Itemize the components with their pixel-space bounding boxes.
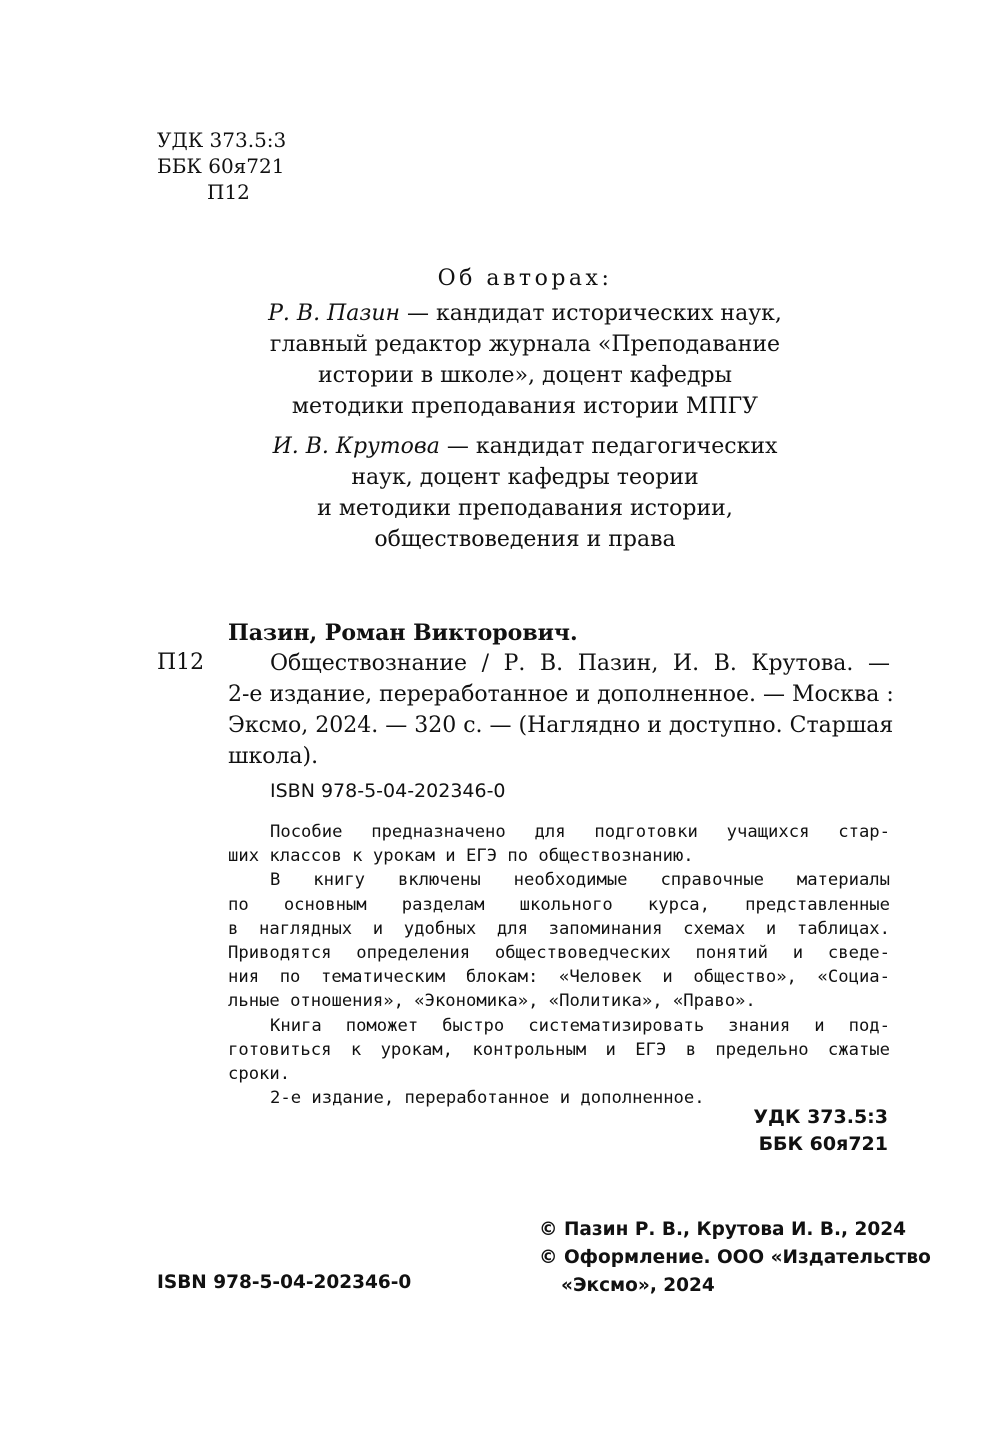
annotation-bbk: ББК 60я721 bbox=[758, 1133, 888, 1155]
copyright-authors: © Пазин Р. В., Крутова И. В., 2024 bbox=[539, 1219, 906, 1240]
author2-line: обществоведения и права bbox=[374, 527, 676, 552]
annotation-line: ших классов к урокам и ЕГЭ по обществознанию. bbox=[228, 846, 694, 867]
about-authors bbox=[200, 263, 850, 564]
isbn-record: ISBN 978-5-04-202346-0 bbox=[270, 780, 506, 802]
author1-bio bbox=[200, 298, 850, 422]
annotation-line: сроки. bbox=[228, 1064, 291, 1085]
annotation bbox=[228, 820, 890, 1110]
copyright-block bbox=[539, 1216, 931, 1300]
author2-line: наук, доцент кафедры теории bbox=[351, 465, 699, 490]
copyright-design: © Оформление. ООО «Издательство bbox=[539, 1247, 931, 1268]
author2-name: И. В. Крутова bbox=[272, 434, 440, 459]
author1-line: главный редактор журнала «Преподавание bbox=[269, 332, 781, 357]
author2-line: и методики преподавания истории, bbox=[317, 496, 733, 521]
isbn-footer: ISBN 978-5-04-202346-0 bbox=[157, 1272, 412, 1293]
bib-author-sign: П12 bbox=[157, 650, 205, 675]
bib-line: Обществознание / Р. В. Пазин, И. В. Крутова. — bbox=[270, 651, 890, 676]
bib-description bbox=[228, 648, 894, 772]
udk-code: УДК 373.5:3 bbox=[157, 128, 287, 152]
annotation-line: льные отношения», «Экономика», «Политика», «Право». bbox=[228, 991, 756, 1012]
annotation-line: 2-е издание, переработанное и дополненное. bbox=[270, 1088, 705, 1109]
about-authors-heading: Об авторах: bbox=[437, 266, 613, 291]
annotation-line: Приводятся определения обществоведческих понятий и сведе- bbox=[228, 943, 890, 964]
author1-name: Р. В. Пазин bbox=[268, 301, 401, 326]
author2-bio bbox=[200, 431, 850, 555]
annotation-udk: УДК 373.5:3 bbox=[753, 1106, 888, 1128]
annotation-line: в наглядных и удобных для запоминания схемах и таблицах. bbox=[228, 918, 890, 939]
author1-line: — кандидат исторических наук, bbox=[400, 301, 782, 326]
bib-line: школа). bbox=[228, 744, 319, 769]
bib-author-heading: Пазин, Роман Викторович. bbox=[228, 620, 578, 646]
bib-line: Эксмо, 2024. — 320 с. — (Наглядно и доступно. Старшая bbox=[228, 713, 894, 738]
annotation-line: готовиться к урокам, контрольным и ЕГЭ в предельно сжатые bbox=[228, 1039, 890, 1060]
author-sign: П12 bbox=[207, 180, 250, 204]
annotation-line: ния по тематическим блокам: «Человек и общество», «Социа- bbox=[228, 967, 890, 988]
annotation-line: В книгу включены необходимые справочные материалы bbox=[270, 870, 890, 891]
bib-line: 2-е издание, переработанное и дополненное. — Москва : bbox=[228, 682, 894, 707]
author2-line: — кандидат педагогических bbox=[439, 434, 778, 459]
author1-line: истории в школе», доцент кафедры bbox=[317, 363, 733, 388]
bbk-code: ББК 60я721 bbox=[157, 154, 285, 178]
annotation-line: по основным разделам школьного курса, представленные bbox=[228, 894, 890, 915]
annotation-line: Пособие предназначено для подготовки учащихся стар- bbox=[270, 822, 890, 842]
author1-line: методики преподавания истории МПГУ bbox=[291, 394, 759, 419]
copyright-design-cont: «Эксмо», 2024 bbox=[561, 1275, 715, 1296]
annotation-classification bbox=[753, 1104, 888, 1158]
annotation-line: Книга поможет быстро систематизировать знания и под- bbox=[270, 1015, 890, 1036]
